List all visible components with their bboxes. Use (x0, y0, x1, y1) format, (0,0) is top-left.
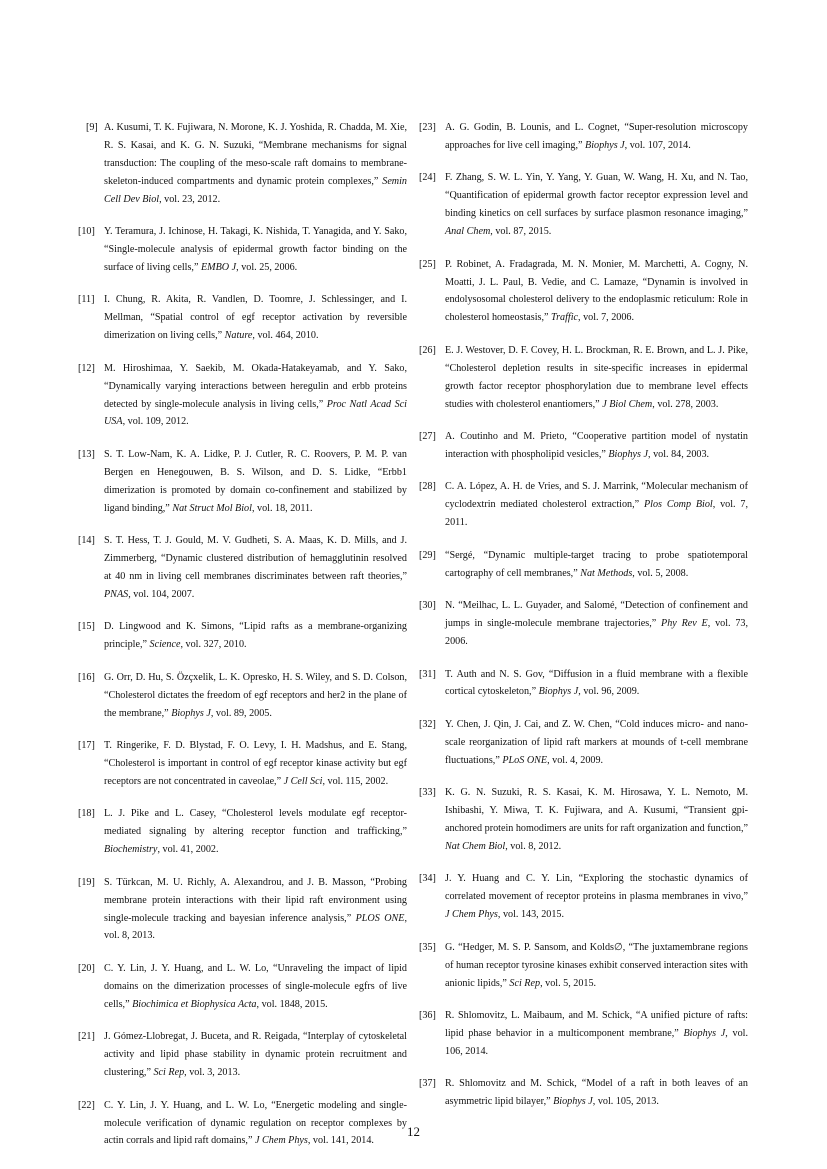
reference-journal: Semin Cell Dev Biol (104, 175, 407, 205)
reference-number: [35] (419, 941, 436, 953)
reference-volume-year: , vol. 278, 2003. (652, 398, 719, 410)
reference-authors-title: R. Shlomovitz and M. Schick, “Model of a raft in both leaves of an asymmetric lipid bilayer,” (445, 1078, 748, 1108)
reference-text (104, 223, 407, 277)
reference-item (419, 256, 748, 328)
reference-item (419, 666, 748, 702)
reference-journal: Plos Comp Biol (643, 499, 713, 511)
reference-authors-title: G. Orr, D. Hu, S. Özçxelik, L. K. Opresko, H. S. Wiley, and S. D. Colson, “Cholesterol dictates the freedom of egf receptors and her2 in the plane of the membrane,” (104, 671, 407, 719)
reference-item (78, 737, 407, 791)
reference-text (104, 874, 407, 946)
reference-authors-title: F. Zhang, S. W. L. Yin, Y. Yang, Y. Guan, W. Wang, H. Xu, and N. Tao, “Quantification of epidermal growth factor receptor expression level and binding kinetics on cell surfaces by surface plasmon resonance imaging,” (445, 172, 748, 220)
reference-number: [12] (78, 362, 95, 374)
reference-number: [10] (78, 226, 95, 238)
reference-authors-title: J. Gómez-Llobregat, J. Buceta, and R. Reigada, “Interplay of cytoskeletal activity and lipid phase stability in dynamic protein recruitment and clustering,” (104, 1031, 407, 1079)
reference-text (104, 960, 407, 1014)
reference-item (78, 291, 407, 345)
reference-authors-title: “Sergé, “Dynamic multiple-target tracing to probe spatiotemporal cartography of cell membranes,” (445, 549, 748, 579)
reference-authors-title: C. A. López, A. H. de Vries, and S. J. Marrink, “Molecular mechanism of cyclodextrin mediated cholesterol extraction,” (445, 481, 748, 511)
reference-number: [30] (419, 600, 436, 612)
reference-volume-year: , vol. 1848, 2015. (256, 998, 328, 1010)
reference-text (445, 1007, 748, 1061)
reference-number: [13] (78, 448, 95, 460)
reference-text (104, 119, 407, 209)
reference-journal: Nat Chem Biol (445, 840, 506, 852)
references-left-column (78, 119, 407, 1165)
reference-authors-title: R. Shlomovitz, L. Maibaum, and M. Schick, “A unified picture of rafts: lipid phase behavior in a multicomponent membrane,” (445, 1010, 748, 1039)
reference-journal: PLoS ONE (502, 754, 548, 766)
reference-authors-title: Y. Chen, J. Qin, J. Cai, and Z. W. Chen, “Cold induces micro- and nano-scale reorganization of lipid raft markers at mounds of t-cell membrane fluctuations,” (445, 718, 748, 766)
reference-item (419, 169, 748, 241)
reference-number: [24] (419, 172, 436, 184)
reference-volume-year: , vol. 327, 2010. (180, 639, 247, 651)
reference-text (104, 446, 407, 518)
reference-number: [26] (419, 344, 436, 356)
reference-volume-year: , vol. 73, 2006. (445, 618, 748, 647)
reference-text (104, 1028, 407, 1082)
reference-journal: Sci Rep (153, 1067, 185, 1079)
reference-number: [36] (419, 1010, 436, 1022)
reference-number: [32] (419, 718, 436, 730)
reference-item (419, 939, 748, 993)
reference-volume-year: , vol. 4, 2009. (547, 754, 604, 766)
reference-number: [21] (78, 1031, 95, 1043)
reference-number: [33] (419, 787, 436, 799)
reference-text (445, 169, 748, 241)
reference-text (445, 939, 748, 993)
reference-journal: Traffic (551, 312, 579, 324)
reference-authors-title: A. Kusumi, T. K. Fujiwara, N. Morone, K. J. Yoshida, R. Chadda, M. Xie, R. S. Kasai, and K. G. N. Suzuki, “Membrane mechanisms for signal transduction: The coupling of the meso-scale raft domains to membrane-skeleton-induced compartments and dynamic protein complexes,” (104, 122, 407, 187)
reference-authors-title: T. Auth and N. S. Gov, “Diffusion in a fluid membrane with a flexible cortical cytoskeleton,” (445, 668, 748, 698)
reference-text (445, 784, 748, 856)
reference-text (445, 870, 748, 924)
reference-authors-title: D. Lingwood and K. Simons, “Lipid rafts as a membrane-organizing principle,” (104, 621, 407, 651)
reference-volume-year: , vol. 106, 2014. (445, 1027, 748, 1057)
reference-volume-year: , vol. 7, 2011. (445, 499, 748, 529)
reference-volume-year: , vol. 8, 2013. (104, 912, 407, 942)
reference-authors-title: N. “Meilhac, L. L. Guyader, and Salomé, “Detection of confinement and jumps in single-molecule membrane trajectories,” (445, 600, 748, 630)
reference-journal: J Chem Phys (445, 909, 498, 921)
reference-journal: Biophys J (683, 1027, 726, 1039)
reference-number: [16] (78, 671, 95, 683)
reference-item (419, 119, 748, 155)
reference-item (78, 446, 407, 518)
reference-text (445, 1075, 748, 1111)
reference-number: [22] (78, 1099, 95, 1111)
reference-volume-year: , vol. 141, 2014. (307, 1135, 374, 1147)
reference-item (78, 360, 407, 432)
reference-text (445, 256, 748, 328)
reference-volume-year: , vol. 464, 2010. (252, 330, 319, 342)
reference-authors-title: Y. Teramura, J. Ichinose, H. Takagi, K. Nishida, T. Yanagida, and Y. Sako, “Single-molecule analysis of epidermal growth factor binding on the surface of living cells,” (104, 226, 407, 273)
reference-authors-title: M. Hiroshimaa, Y. Saekib, M. Okada-Hatakeyamab, and Y. Sako, “Dynamically varying interactions between heregulin and erbb proteins detected by single-molecule analysis in living cells,” (104, 362, 407, 410)
reference-item (78, 874, 407, 946)
reference-number: [14] (78, 535, 95, 547)
reference-volume-year: , vol. 87, 2015. (490, 226, 552, 238)
reference-authors-title: C. Y. Lin, J. Y. Huang, and L. W. Lo, “Energetic modeling and single-molecule verification of dynamic regulation on receptor complexes by actin corrals and lipid raft domains,” (104, 1099, 407, 1147)
reference-journal: EMBO J (201, 261, 237, 273)
reference-number: [9] (86, 122, 98, 133)
reference-number: [25] (419, 258, 436, 270)
reference-number: [19] (78, 876, 95, 888)
reference-text (104, 669, 407, 723)
reference-journal: PNAS (104, 588, 129, 600)
reference-text (445, 428, 748, 464)
reference-authors-title: T. Ringerike, F. D. Blystad, F. O. Levy, I. H. Madshus, and E. Stang, “Cholesterol is important in control of egf receptor kinase activity but egf receptors are not concentrated in caveolae,” (104, 740, 407, 787)
reference-authors-title: I. Chung, R. Akita, R. Vandlen, D. Toomre, J. Schlessinger, and I. Mellman, “Spatial control of egf receptor activation by reversible dimerization on living cells,” (104, 294, 407, 342)
reference-text (445, 119, 748, 155)
reference-item (78, 960, 407, 1014)
reference-journal: Nat Methods (580, 567, 633, 579)
reference-number: [37] (419, 1078, 436, 1090)
reference-text (445, 547, 748, 583)
reference-authors-title: E. J. Westover, D. F. Covey, H. L. Brockman, R. E. Brown, and L. J. Pike, “Cholesterol depletion results in site-specific increases in epidermal growth factor receptor phosphorylation due to membrane level effects studies with cholesterol enantiomers,” (445, 344, 748, 410)
reference-item (78, 669, 407, 723)
reference-journal: Nat Struct Mol Biol (172, 502, 252, 514)
reference-item (78, 805, 407, 859)
reference-volume-year: , vol. 25, 2006. (236, 261, 298, 273)
reference-volume-year: , vol. 107, 2014. (624, 139, 691, 151)
reference-journal: Biophys J (538, 686, 579, 698)
reference-volume-year: , vol. 143, 2015. (497, 909, 564, 921)
reference-text (104, 737, 407, 791)
reference-number: [34] (419, 873, 436, 885)
reference-volume-year: , vol. 105, 2013. (592, 1096, 659, 1108)
reference-number: [20] (78, 962, 95, 974)
reference-journal: Biophys J (585, 139, 625, 151)
reference-journal: Nature (224, 330, 253, 342)
reference-text (445, 478, 748, 532)
reference-journal: Anal Chem (445, 226, 491, 238)
reference-volume-year: , vol. 41, 2002. (157, 844, 219, 856)
reference-authors-title: S. Türkcan, M. U. Richly, A. Alexandrou, and J. B. Masson, “Probing membrane protein interactions with their lipid raft environment using single-molecule tracking and bayesian inference analysis,” (104, 876, 407, 924)
references-right-column (419, 119, 748, 1126)
reference-authors-title: S. T. Hess, T. J. Gould, M. V. Gudheti, S. A. Maas, K. D. Mills, and J. Zimmerberg, “Dynamic clustered distribution of hemagglutinin resolved at 40 nm in living cell membranes discriminates between raft theories,” (104, 535, 407, 582)
reference-text (445, 666, 748, 702)
reference-item (78, 1028, 407, 1082)
reference-item (419, 1007, 748, 1061)
reference-authors-title: L. J. Pike and L. Casey, “Cholesterol levels modulate egf receptor-mediated signaling by altering receptor function and trafficking,” (104, 808, 407, 838)
reference-number: [18] (78, 808, 95, 820)
reference-volume-year: , vol. 23, 2012. (159, 193, 221, 205)
reference-volume-year: , vol. 96, 2009. (578, 686, 640, 698)
reference-item (78, 223, 407, 277)
reference-item (419, 597, 748, 651)
reference-item (419, 547, 748, 583)
reference-journal: Biochemistry (104, 844, 158, 856)
reference-volume-year: , vol. 5, 2015. (540, 977, 597, 989)
reference-volume-year: , vol. 8, 2012. (505, 840, 562, 852)
reference-authors-title: K. G. N. Suzuki, R. S. Kasai, K. M. Hirosawa, Y. L. Nemoto, M. Ishibashi, Y. Miwa, T. K. Fujiwara, and A. Kusumi, “Transient gpi-anchored protein homodimers are units for raft organization and function,” (445, 787, 748, 835)
reference-text (445, 597, 748, 651)
reference-authors-title: A. G. Godin, B. Lounis, and L. Cognet, “Super-resolution microscopy approaches for live cell imaging,” (445, 122, 748, 151)
reference-volume-year: , vol. 89, 2005. (210, 707, 272, 719)
reference-item (419, 784, 748, 856)
reference-item (419, 428, 748, 464)
reference-number: [15] (78, 621, 95, 633)
reference-text (104, 805, 407, 859)
reference-text (104, 360, 407, 432)
reference-text (445, 716, 748, 770)
reference-volume-year: , vol. 104, 2007. (128, 588, 195, 600)
reference-volume-year: , vol. 3, 2013. (184, 1067, 241, 1079)
reference-volume-year: , vol. 109, 2012. (122, 416, 189, 428)
page-number: 12 (407, 1124, 420, 1139)
reference-journal: J Biol Chem (602, 398, 653, 410)
reference-authors-title: P. Robinet, A. Fradagrada, M. N. Monier, M. Marchetti, A. Cogny, N. Moatti, J. L. Paul, B. Vedie, and C. Lamaze, “Dynamin is involved in endolysosomal cholesterol delivery to the endoplasmic reticulum: Role in cholesterol homeostasis,” (445, 258, 748, 324)
reference-volume-year: , vol. 5, 2008. (632, 567, 689, 579)
reference-volume-year: , vol. 84, 2003. (648, 448, 710, 460)
reference-item (78, 532, 407, 604)
reference-journal: Biochimica et Biophysica Acta (132, 998, 257, 1010)
reference-item (419, 870, 748, 924)
reference-item (78, 119, 407, 209)
reference-journal: Proc Natl Acad Sci USA (104, 398, 407, 428)
reference-volume-year: , vol. 115, 2002. (322, 775, 389, 787)
reference-authors-title: S. T. Low-Nam, K. A. Lidke, P. J. Cutler, R. C. Roovers, P. M. P. van Bergen en Henegouwen, B. S. Wilson, and D. S. Lidke, “Erbb1 dimerization is promoted by domain co-confinement and stabilized by ligand binding,” (104, 448, 407, 514)
reference-number: [29] (419, 549, 436, 561)
reference-authors-title: G. “Hedger, M. S. P. Sansom, and Kolds∅, “The juxtamembrane regions of human receptor tyrosine kinases exhibit conserved interaction sites with anionic lipids,” (445, 941, 748, 989)
reference-item (419, 342, 748, 414)
reference-journal: J Cell Sci (283, 775, 323, 787)
reference-number: [23] (419, 122, 436, 133)
reference-text (445, 342, 748, 414)
reference-number: [31] (419, 668, 436, 680)
reference-text (104, 532, 407, 604)
reference-authors-title: A. Coutinho and M. Prieto, “Cooperative partition model of nystatin interaction with phospholipid vesicles,” (445, 431, 748, 460)
reference-volume-year: , vol. 18, 2011. (251, 502, 313, 514)
reference-text (104, 291, 407, 345)
reference-authors-title: C. Y. Lin, J. Y. Huang, and L. W. Lo, “Unraveling the impact of lipid domains on the dimerization processes of single-molecule egfrs of live cells,” (104, 962, 407, 1010)
reference-number: [28] (419, 481, 436, 493)
reference-volume-year: , vol. 7, 2006. (578, 312, 635, 324)
reference-journal: Sci Rep (509, 977, 541, 989)
reference-text (104, 618, 407, 654)
reference-journal: Biophys J (171, 707, 211, 719)
reference-number: [27] (419, 431, 436, 443)
reference-journal: Phy Rev E (661, 618, 708, 630)
reference-number: [11] (78, 294, 95, 306)
reference-number: [17] (78, 740, 95, 752)
reference-journal: Biophys J (553, 1096, 593, 1108)
reference-journal: Biophys J (608, 448, 649, 460)
reference-journal: PLOS ONE (355, 912, 405, 924)
reference-journal: J Chem Phys (254, 1135, 308, 1147)
reference-item (419, 478, 748, 532)
reference-item (78, 618, 407, 654)
reference-item (419, 716, 748, 770)
reference-journal: Science (149, 639, 181, 651)
reference-authors-title: J. Y. Huang and C. Y. Lin, “Exploring the stochastic dynamics of correlated movement of receptor proteins in plasma membranes in vivo,” (445, 873, 748, 903)
reference-item (419, 1075, 748, 1111)
